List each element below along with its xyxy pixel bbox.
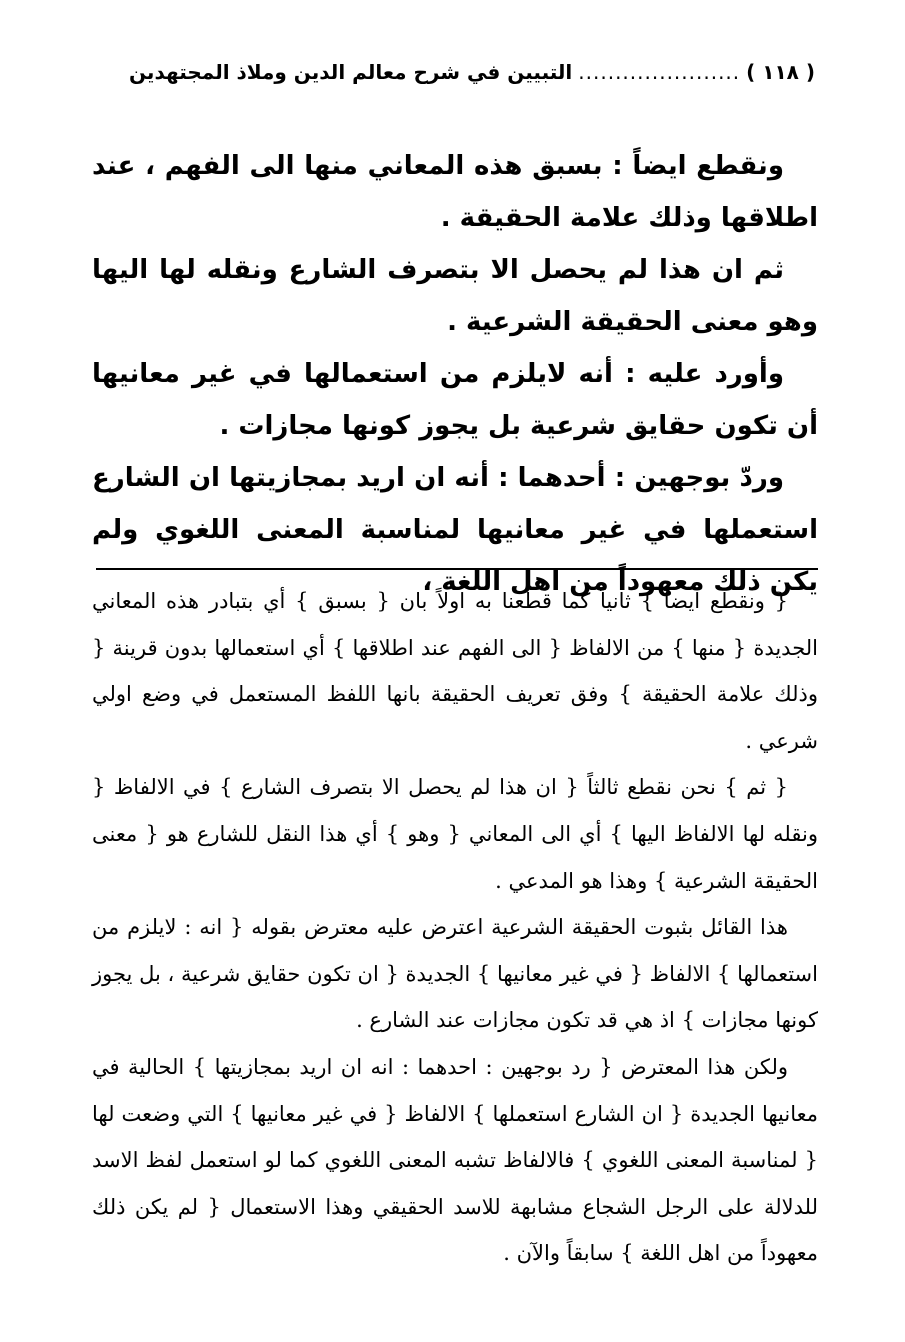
book-title: التبيين في شرح معالم الدين وملاذ المجتهدين — [128, 60, 573, 84]
main-paragraph: ثم ان هذا لم يحصل الا بتصرف الشارع ونقله لها اليها وهو معنى الحقيقة الشرعية . — [92, 255, 818, 337]
commentary-paragraph: ولكن هذا المعترض { رد بوجهين : احدهما : انه ان اريد بمجازيتها } الحالية في معانيها الجديدة { ان الشارع استعملها } الالفاظ { في غير معانيها } التي وضعت لها { لمناسبة المعنى اللغوي } فالالفاظ تشبه المعنى اللغوي كما لو استعمل لفظ الاسد للدلالة على الرجل الشجاع مشابهة للاسد الحقيقي وهذا الاستعمال { لم يكن ذلك معهوداً من اهل اللغة } سابقاً والآن . — [92, 1054, 818, 1266]
main-text — [92, 140, 818, 608]
main-paragraph: ونقطع ايضاً : بسبق هذه المعاني منها الى الفهم ، عند اطلاقها وذلك علامة الحقيقة . — [92, 151, 818, 233]
header-dot-leader: ...................... — [578, 60, 741, 84]
separator-rule — [96, 568, 818, 570]
main-paragraph: وأورد عليه : أنه لايلزم من استعمالها في غير معانيها أن تكون حقايق شرعية بل يجوز كونها مجازات . — [92, 359, 818, 441]
main-paragraph: وردّ بوجهين : أحدهما : أنه ان اريد بمجازيتها ان الشارع استعملها في غير معانيها لمناسبة المعنى اللغوي ولم يكن ذلك معهوداً من اهل اللغة ، — [92, 463, 818, 597]
page-number: ( ١١٨ ) — [746, 60, 815, 84]
commentary-text — [92, 578, 818, 1277]
commentary-paragraph: { ونقطع ايضاً } ثانياً كما قطعنا به اولاً بان { بسبق } أي بتبادر هذه المعاني الجديدة { منها } من الالفاظ { الى الفهم عند اطلاقها } أي استعمالها بدون قرينة { وذلك علامة الحقيقة } وفق تعريف الحقيقة بانها اللفظ المستعمل في وضع اولي شرعي . — [92, 589, 818, 753]
commentary-paragraph: { ثم } نحن نقطع ثالثاً { ان هذا لم يحصل الا بتصرف الشارع } في الالفاظ { ونقله لها الالفاظ اليها } أي الى المعاني { وهو } أي هذا النقل للشارع هو { معنى الحقيقة الشرعية } وهذا هو المدعي . — [92, 775, 818, 893]
running-header — [100, 52, 815, 92]
commentary-paragraph: هذا القائل بثبوت الحقيقة الشرعية اعترض عليه معترض بقوله { انه : لايلزم من استعمالها } الالفاظ { في غير معانيها } الجديدة { ان تكون حقايق شرعية ، بل يجوز كونها مجازات } اذ هي قد تكون مجازات عند الشارع . — [92, 915, 818, 1033]
